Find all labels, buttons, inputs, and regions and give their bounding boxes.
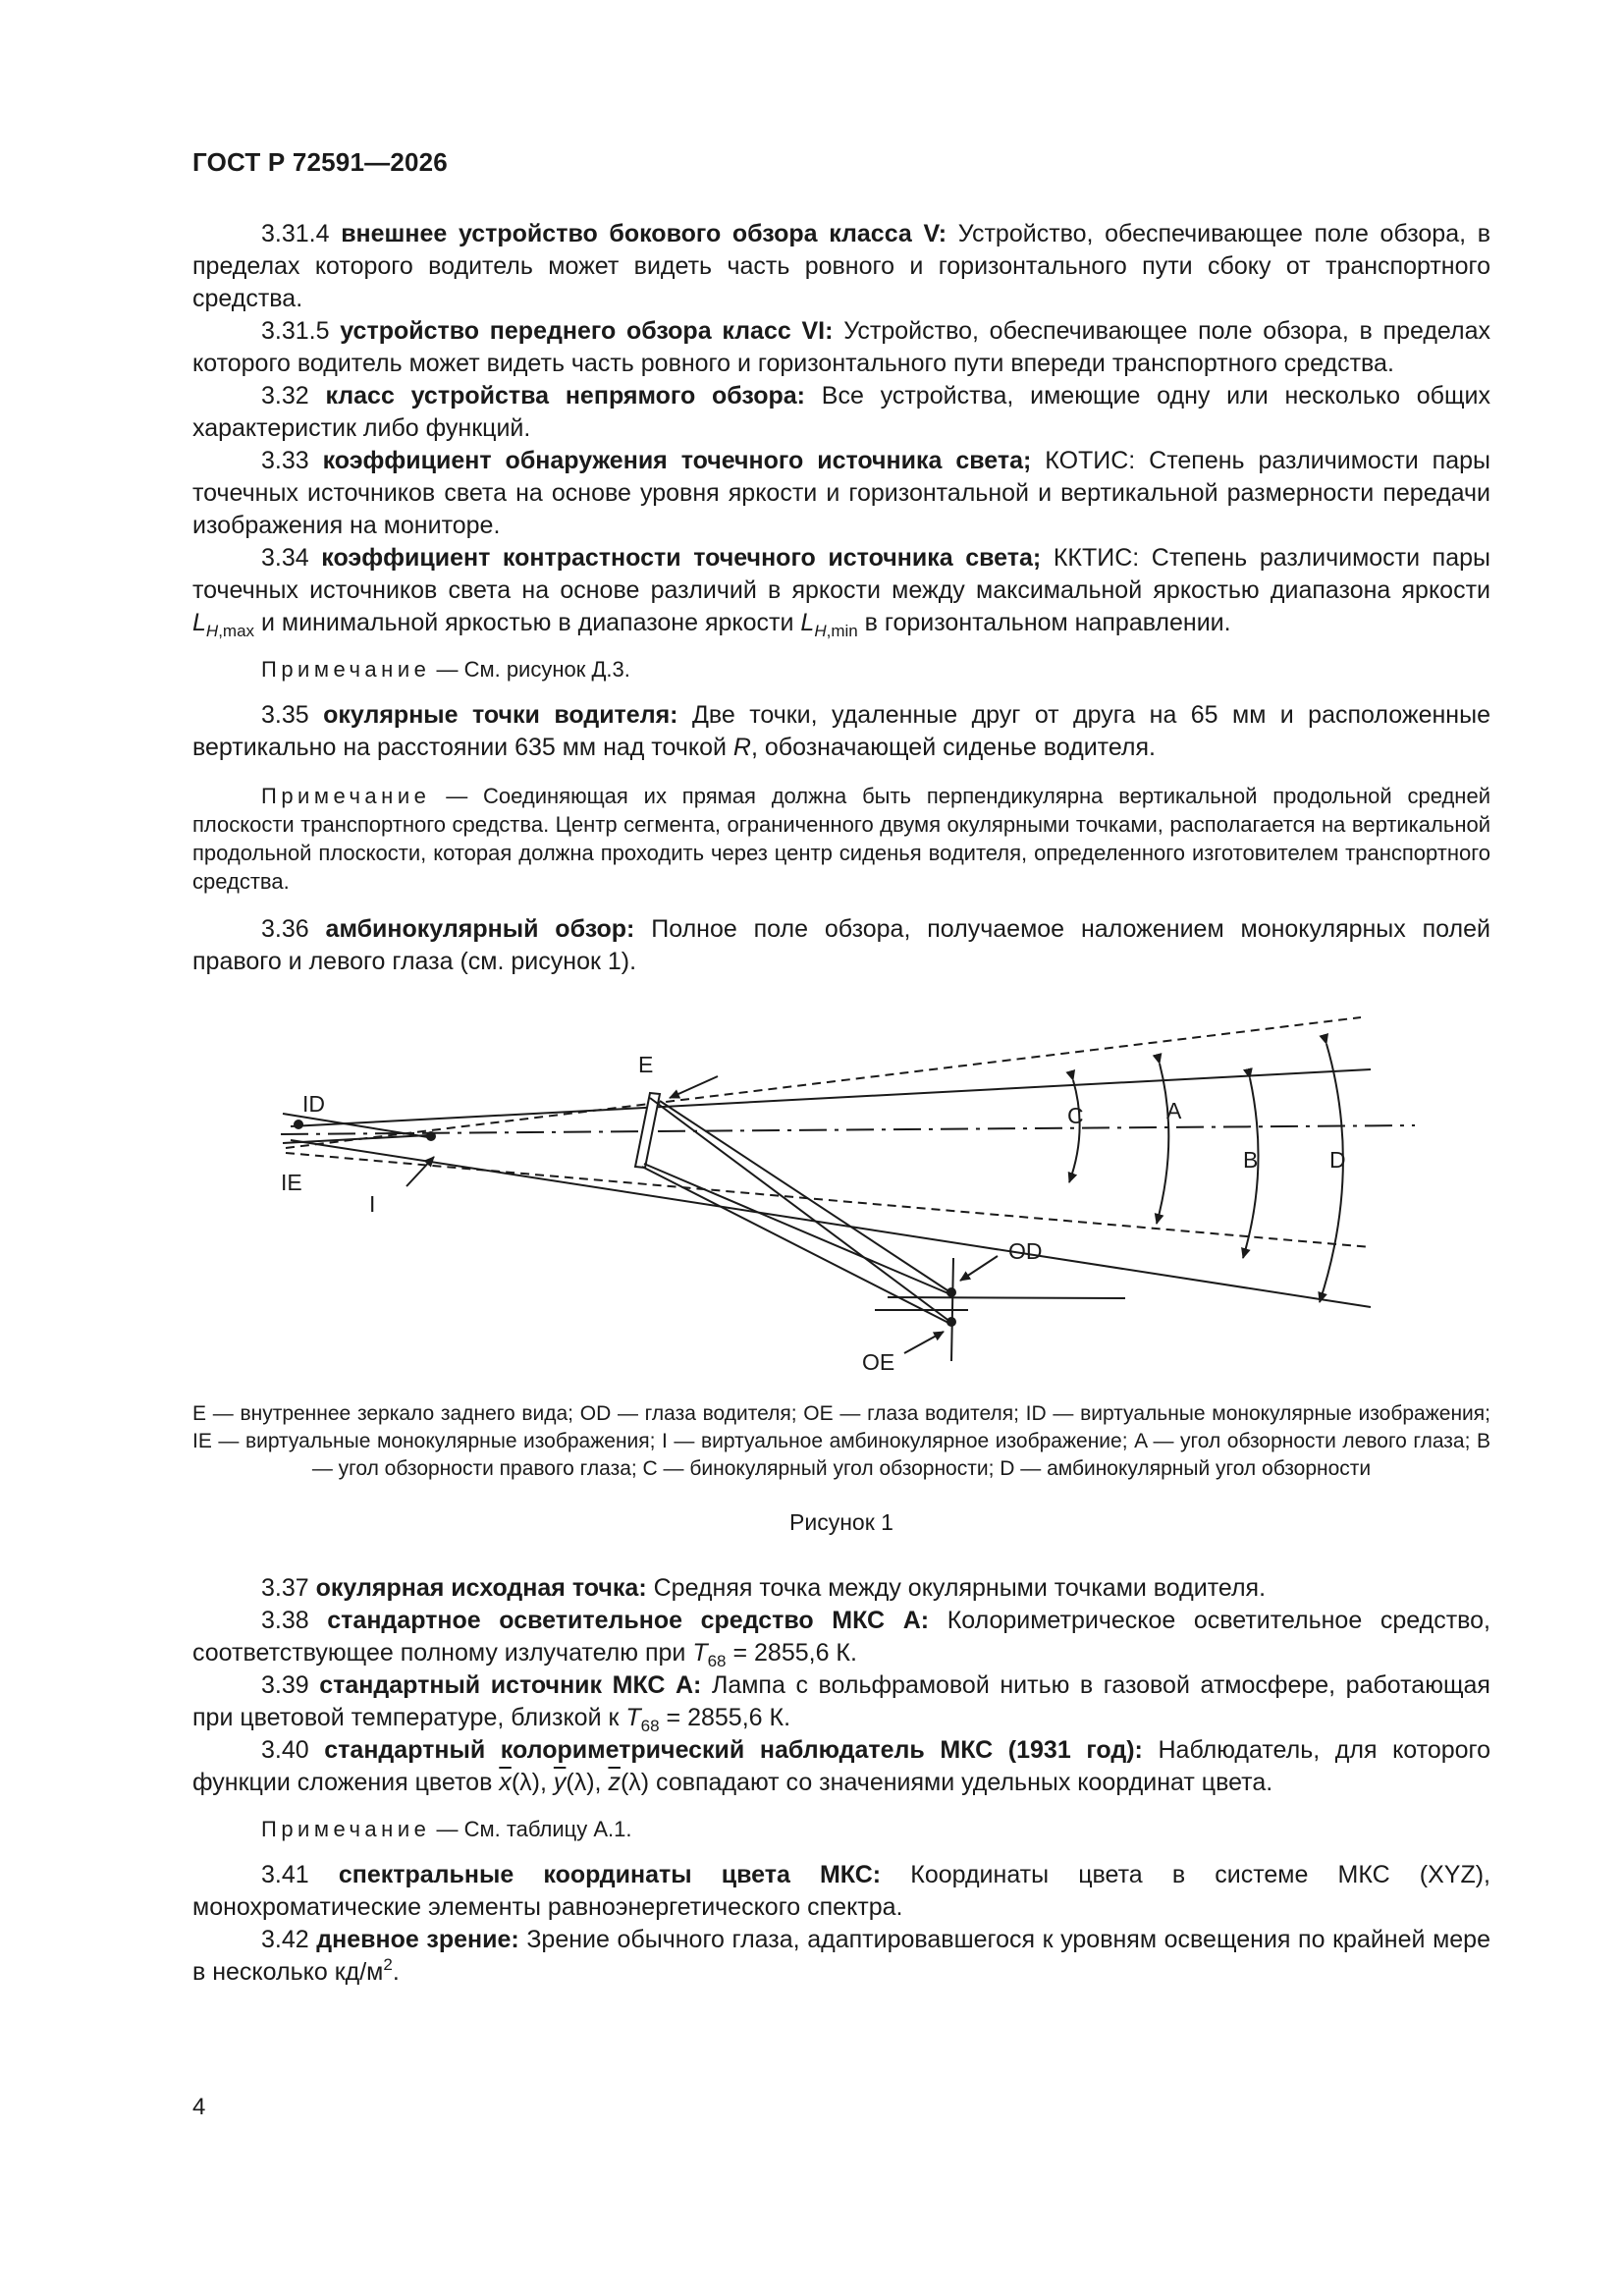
solid-ray-top (291, 1069, 1371, 1126)
label-od: OD (1008, 1238, 1043, 1264)
paragraph-3-31-5: 3.31.5 устройство переднего обзора класс VI: Устройство, обеспечивающее поле обзора, в пределах которого водитель может видеть часть ровного и горизонтального пути впереди транспортного средства. (192, 317, 1490, 377)
paragraph-3-36: 3.36 амбинокулярный обзор: Полное поле обзора, получаемое наложением монокулярных полей правого и левого глаза (см. рисунок 1). (192, 915, 1490, 975)
page-number: 4 (192, 2094, 206, 2120)
note-3-35: Примечание — Соединяющая их прямая должна быть перпендикулярна вертикальной продольной средней плоскости транспортного средства. Центр сегмента, ограниченного двумя окулярными точками, располагается на вертикальной продольной плоскости, которая должна проходить через центр сиденья водителя, определенного изготовителем транспортного средства. (192, 784, 1490, 894)
paragraph-3-39: 3.39 стандартный источник МКС А: Лампа с вольфрамовой нитью в газовой атмосфере, работающая при цветовой температуре, близкой к $T_{68} = 2855,6$ К. (192, 1671, 1490, 1735)
solid-ray-bottom (291, 1140, 1371, 1307)
paragraph-3-38: 3.38 стандартное осветительное средство МКС А: Колориметрическое осветительное средство, соответствующее полному излучателю при $T_{68} = 2855,6$ К. (192, 1607, 1490, 1670)
ambinocular-view-diagram (192, 988, 1490, 1381)
point-id (294, 1120, 303, 1129)
paragraph-3-42: 3.42 дневное зрение: Зрение обычного глаза, адаптировавшегося к уровням освещения по крайней мере в несколько $кд/м^2$. (192, 1926, 1490, 1986)
label-oe: OE (862, 1349, 895, 1375)
reflected-ray-3 (644, 1164, 950, 1294)
label-d: D (1329, 1147, 1346, 1173)
figure-legend: E — внутреннее зеркало заднего вида; OD — глаза водителя; OE — глаза водителя; ID — виртуальные монокулярные изображения; IE — виртуальные монокулярные изображения; I — виртуальное амбинокулярное изображение; A — угол обзорности левого глаза; B — угол обзорности правого глаза; C — бинокулярный угол обзорности; D — амбинокулярный угол обзорности (192, 1402, 1490, 1480)
note-3-34: Примечание — См. рисунок Д.3. (261, 657, 630, 682)
paragraph-3-37: 3.37 окулярная исходная точка: Средняя точка между окулярными точками водителя. (261, 1574, 1267, 1602)
figure-caption: Рисунок 1 (789, 1509, 893, 1535)
pointer-i (406, 1157, 434, 1186)
label-ie: IE (281, 1170, 302, 1195)
label-b: B (1243, 1147, 1259, 1173)
pointer-e (670, 1076, 718, 1098)
pointer-oe (904, 1332, 944, 1353)
ray-ie-to-i (283, 1135, 428, 1143)
paragraph-3-34: 3.34 коэффициент контрастности точечного источника света; ККТИС: Степень различимости пары точечных источников света на основе различий в яркости между максимальной яркостью диапазона яркости $L_{H,max}$ и минимальной яркостью в диапазоне яркости $L_{H,min}$ в горизонтальном направлении. (192, 544, 1490, 640)
label-c: C (1067, 1103, 1084, 1128)
paragraph-3-32: 3.32 класс устройства непрямого обзора: Все устройства, имеющие одну или несколько общих характеристик либо функций. (192, 382, 1491, 442)
paragraph-3-31-4: 3.31.4 внешнее устройство бокового обзора класса V: Устройство, обеспечивающее поле обзора, в пределах которого водитель может видеть часть ровного и горизонтального пути сбоку от транспортного средства. (192, 220, 1491, 312)
angle-arc-a (1157, 1064, 1168, 1224)
reflected-ray-2 (650, 1098, 950, 1322)
label-i: I (369, 1191, 376, 1217)
document-header: ГОСТ Р 72591—2026 (192, 147, 448, 177)
pointer-od (960, 1256, 998, 1281)
label-e: E (638, 1052, 654, 1077)
document-body (192, 218, 1490, 1989)
label-id: ID (302, 1091, 325, 1117)
point-i (426, 1131, 436, 1141)
note-3-40: Примечание — См. таблицу А.1. (261, 1817, 632, 1841)
od-horizontal-line (888, 1297, 1125, 1298)
centre-axis-line (281, 1125, 1415, 1134)
angle-arc-c (1069, 1080, 1080, 1182)
point-oe (947, 1317, 956, 1327)
paragraph-3-35: 3.35 окулярные точки водителя: Две точки, удаленные друг от друга на 65 мм и расположенные вертикально на расстоянии 635 мм над точкой R, обозначающей сиденье водителя. (192, 701, 1490, 761)
point-od (947, 1287, 956, 1297)
eye-vertical-line (951, 1258, 953, 1361)
paragraph-3-40: 3.40 стандартный колориметрический наблюдатель МКС (1931 год): Наблюдатель, для которого функции сложения цветов $\overline{x}(\lambda)$, $\overline{y}(\lambda)$, $\overline{z}(\lambda)$ совпадают со значениями удельных координат цвета. (192, 1736, 1491, 1796)
label-a: A (1166, 1098, 1182, 1123)
figure-1-diagram (192, 988, 1490, 1381)
paragraph-3-41: 3.41 спектральные координаты цвета МКС: Координаты цвета в системе МКС (XYZ), монохроматические элементы равноэнергетического спектра. (192, 1861, 1490, 1921)
paragraph-3-33: 3.33 коэффициент обнаружения точечного источника света; КОТИС: Степень различимости пары точечных источников света на основе уровня яркости и горизонтальной и вертикальной размерности передачи изображения на мониторе. (192, 447, 1490, 539)
dashed-ray-top (286, 1017, 1361, 1148)
dashed-ray-bottom (286, 1153, 1371, 1247)
